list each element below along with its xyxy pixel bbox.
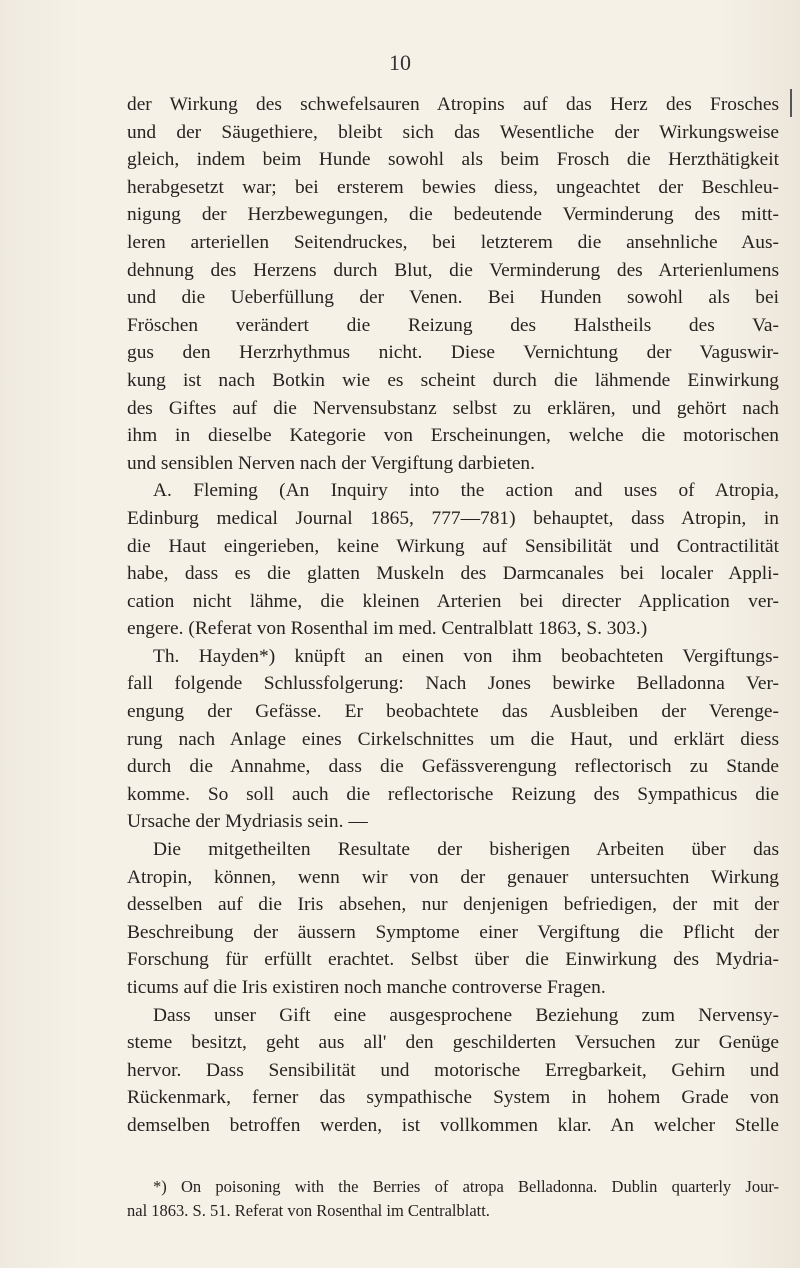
- text-line: die Haut eingerieben, keine Wirkung auf Sensibilität und Contractilität: [127, 535, 779, 557]
- text-line: habe, dass es die glatten Muskeln des Darmcanales bei localer Appli-: [127, 563, 779, 585]
- text-line: und sensiblen Nerven nach der Vergiftung darbieten.: [127, 452, 535, 474]
- text-line: Forschung für erfüllt erachtet. Selbst über die Einwirkung des Mydria-: [127, 949, 779, 971]
- text-line: durch die Annahme, dass die Gefässverengung reflectorisch zu Stande: [127, 756, 779, 778]
- text-line: Beschreibung der äussern Symptome einer Vergiftung die Pflicht der: [127, 921, 779, 943]
- text-line: herabgesetzt war; bei ersterem bewies diess, ungeachtet der Beschleu-: [127, 176, 779, 198]
- text-line: ticums auf die Iris existiren noch manche controverse Fragen.: [127, 977, 606, 998]
- text-line: desselben auf die Iris absehen, nur denjenigen befriedigen, der mit der: [127, 894, 779, 916]
- margin-mark: [790, 89, 792, 117]
- text-line: A. Fleming (An Inquiry into the action and uses of Atropia,: [153, 480, 779, 502]
- footnote-line: *) On poisoning with the Berries of atropa Belladonna. Dublin quarterly Jour-: [153, 1177, 779, 1196]
- text-line: des Giftes auf die Nervensubstanz selbst zu erklären, und gehört nach: [127, 397, 779, 419]
- text-line: steme besitzt, geht aus all' den geschilderten Versuchen zur Genüge: [127, 1032, 779, 1054]
- text-line: kung ist nach Botkin wie es scheint durch die lähmende Einwirkung: [127, 369, 779, 391]
- text-line: dehnung des Herzens durch Blut, die Verminderung des Arterienlumens: [127, 259, 779, 281]
- text-line: Dass unser Gift eine ausgesprochene Beziehung zum Nervensy-: [153, 1004, 779, 1026]
- text-line: Die mitgetheilten Resultate der bisherigen Arbeiten über das: [153, 839, 779, 861]
- footnote-line: nal 1863. S. 51. Referat von Rosenthal im Centralblatt.: [127, 1201, 490, 1220]
- text-line: demselben betroffen werden, ist vollkommen klar. An welcher Stelle: [127, 1114, 779, 1136]
- text-line: ihm in dieselbe Kategorie von Erscheinungen, welche die motorischen: [127, 425, 779, 447]
- footnote: [127, 1175, 779, 1223]
- text-line: Fröschen verändert die Reizung des Halstheils des Va-: [127, 314, 779, 336]
- text-line: Atropin, können, wenn wir von der genauer untersuchten Wirkung: [127, 866, 779, 888]
- text-line: komme. So soll auch die reflectorische Reizung des Sympathicus die: [127, 783, 779, 805]
- text-line: und der Säugethiere, bleibt sich das Wesentliche der Wirkungsweise: [127, 121, 779, 143]
- text-line: engere. (Referat von Rosenthal im med. Centralblatt 1863, S. 303.): [127, 618, 648, 640]
- text-line: gleich, indem beim Hunde sowohl als beim Frosch die Herzthätigkeit: [127, 149, 779, 171]
- text-line: gus den Herzrhythmus nicht. Diese Vernichtung der Vaguswir-: [127, 342, 779, 364]
- text-line: Rückenmark, ferner das sympathische System in hohem Grade von: [127, 1087, 779, 1109]
- text-line: rung nach Anlage eines Cirkelschnittes um die Haut, und erklärt diess: [127, 728, 779, 750]
- text-line: cation nicht lähme, die kleinen Arterien bei directer Application ver-: [127, 590, 779, 612]
- text-line: hervor. Dass Sensibilität und motorische Erregbarkeit, Gehirn und: [127, 1059, 779, 1081]
- text-line: Edinburg medical Journal 1865, 777—781) behauptet, dass Atropin, in: [127, 507, 779, 529]
- text-line: engung der Gefässe. Er beobachtete das Ausbleiben der Verenge-: [127, 701, 779, 723]
- text-line: Ursache der Mydriasis sein. —: [127, 811, 368, 833]
- text-line: der Wirkung des schwefelsauren Atropins auf das Herz des Frosches: [127, 94, 779, 115]
- text-line: nigung der Herzbewegungen, die bedeutende Verminderung des mitt-: [127, 204, 779, 226]
- body-text: [127, 91, 779, 1140]
- page-number: 10: [389, 50, 411, 75]
- text-line: und die Ueberfüllung der Venen. Bei Hunden sowohl als bei: [127, 287, 779, 309]
- text-line: leren arteriellen Seitendruckes, bei letzterem die ansehnliche Aus-: [127, 231, 779, 253]
- text-line: Th. Hayden*) knüpft an einen von ihm beobachteten Vergiftungs-: [153, 645, 779, 667]
- text-line: fall folgende Schlussfolgerung: Nach Jones bewirke Belladonna Ver-: [127, 673, 779, 695]
